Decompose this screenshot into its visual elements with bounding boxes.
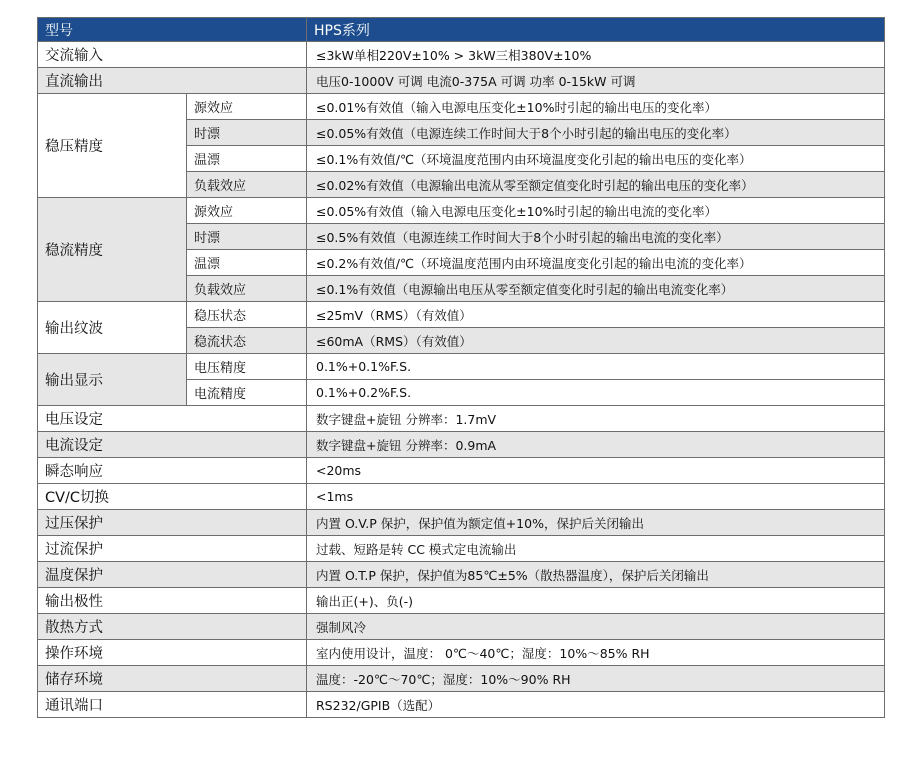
header-label: 型号 [38, 18, 307, 42]
row-label: 电压设定 [38, 406, 307, 432]
table-row [38, 666, 885, 692]
row-label: 操作环境 [38, 640, 307, 666]
sub-label: 负载效应 [187, 172, 307, 198]
sub-value: 0.1%+0.1%F.S. [307, 354, 885, 380]
ac-input-label: 交流输入 [38, 42, 307, 68]
sub-value: ≤0.1%有效值/℃（环境温度范围内由环境温度变化引起的输出电压的变化率） [307, 146, 885, 172]
row-value: 输出正(+)、负(-) [307, 588, 885, 614]
table-row [38, 94, 885, 120]
sub-value: ≤0.2%有效值/℃（环境温度范围内由环境温度变化引起的输出电流的变化率） [307, 250, 885, 276]
header-row [38, 18, 885, 42]
row-value: 室内使用设计，温度： 0℃～40℃；湿度：10%～85% RH [307, 640, 885, 666]
row-value: 内置 O.T.P 保护，保护值为85℃±5%（散热器温度），保护后关闭输出 [307, 562, 885, 588]
table-row [38, 536, 885, 562]
table-row [38, 484, 885, 510]
sub-value: ≤0.01%有效值（输入电源电压变化±10%时引起的输出电压的变化率） [307, 94, 885, 120]
spec-table [37, 17, 885, 718]
sub-label: 温漂 [187, 250, 307, 276]
row-label: 瞬态响应 [38, 458, 307, 484]
sub-label: 电压精度 [187, 354, 307, 380]
table-row [38, 640, 885, 666]
header-value: HPS系列 [307, 18, 885, 42]
sub-value: ≤25mV（RMS）（有效值） [307, 302, 885, 328]
table-row [38, 614, 885, 640]
sub-value: 0.1%+0.2%F.S. [307, 380, 885, 406]
ac-input-value: ≤3kW单相220V±10% > 3kW三相380V±10% [307, 42, 885, 68]
sub-label: 时漂 [187, 224, 307, 250]
row-value: RS232/GPIB（选配） [307, 692, 885, 718]
table-row [38, 406, 885, 432]
sub-label: 负载效应 [187, 276, 307, 302]
sub-value: ≤0.05%有效值（输入电源电压变化±10%时引起的输出电流的变化率） [307, 198, 885, 224]
sub-label: 稳压状态 [187, 302, 307, 328]
row-value: 过载、短路是转 CC 模式定电流输出 [307, 536, 885, 562]
table-row [38, 42, 885, 68]
row-label: 输出极性 [38, 588, 307, 614]
row-value: <1ms [307, 484, 885, 510]
table-row [38, 432, 885, 458]
sub-value: ≤60mA（RMS）（有效值） [307, 328, 885, 354]
table-row [38, 302, 885, 328]
sub-value: ≤0.02%有效值（电源输出电流从零至额定值变化时引起的输出电压的变化率） [307, 172, 885, 198]
row-label: CV/C切换 [38, 484, 307, 510]
row-label: 散热方式 [38, 614, 307, 640]
row-label: 温度保护 [38, 562, 307, 588]
row-value: 数字键盘+旋钮 分辨率：1.7mV [307, 406, 885, 432]
sub-value: ≤0.5%有效值（电源连续工作时间大于8个小时引起的输出电流的变化率） [307, 224, 885, 250]
sub-label: 稳流状态 [187, 328, 307, 354]
row-value: 温度：-20℃～70℃；湿度：10%～90% RH [307, 666, 885, 692]
table-row [38, 510, 885, 536]
sub-label: 电流精度 [187, 380, 307, 406]
row-label: 过流保护 [38, 536, 307, 562]
row-value: 强制风冷 [307, 614, 885, 640]
display-label: 输出显示 [38, 354, 187, 406]
row-value: 数字键盘+旋钮 分辨率：0.9mA [307, 432, 885, 458]
row-label: 过压保护 [38, 510, 307, 536]
row-label: 通讯端口 [38, 692, 307, 718]
dc-output-label: 直流输出 [38, 68, 307, 94]
ripple-label: 输出纹波 [38, 302, 187, 354]
current-stability-label: 稳流精度 [38, 198, 187, 302]
sub-label: 时漂 [187, 120, 307, 146]
voltage-stability-label: 稳压精度 [38, 94, 187, 198]
dc-output-value: 电压0-1000V 可调 电流0-375A 可调 功率 0-15kW 可调 [307, 68, 885, 94]
sub-label: 源效应 [187, 94, 307, 120]
row-label: 储存环境 [38, 666, 307, 692]
table-row [38, 354, 885, 380]
row-value: <20ms [307, 458, 885, 484]
table-row [38, 458, 885, 484]
sub-value: ≤0.1%有效值（电源输出电压从零至额定值变化时引起的输出电流变化率） [307, 276, 885, 302]
table-row [38, 562, 885, 588]
table-row [38, 588, 885, 614]
sub-value: ≤0.05%有效值（电源连续工作时间大于8个小时引起的输出电压的变化率） [307, 120, 885, 146]
row-value: 内置 O.V.P 保护，保护值为额定值+10%，保护后关闭输出 [307, 510, 885, 536]
table-row [38, 692, 885, 718]
table-row [38, 68, 885, 94]
sub-label: 温漂 [187, 146, 307, 172]
table-row [38, 198, 885, 224]
sub-label: 源效应 [187, 198, 307, 224]
row-label: 电流设定 [38, 432, 307, 458]
